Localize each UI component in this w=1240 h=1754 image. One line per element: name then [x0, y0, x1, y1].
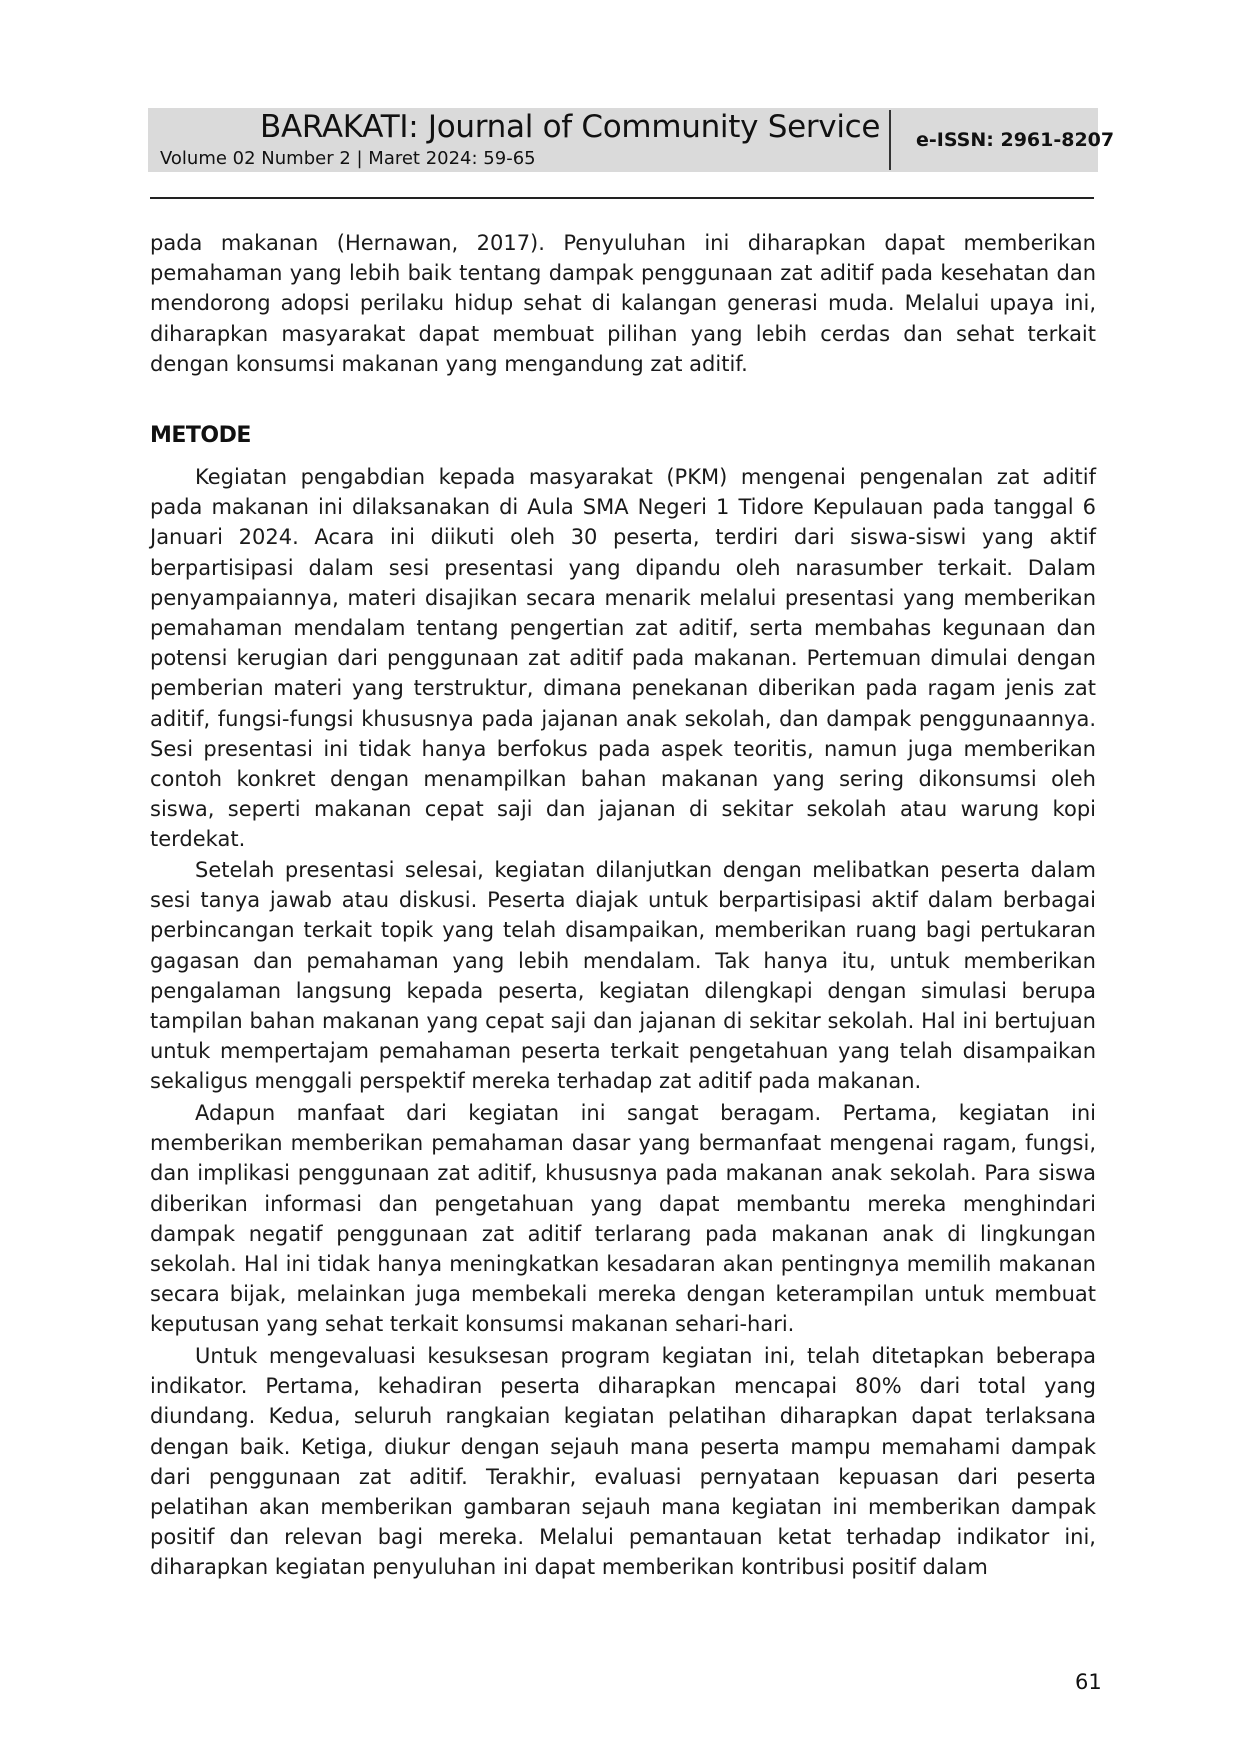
issn-label: e-ISSN: 2961-8207: [916, 129, 1115, 151]
paragraph-1: Kegiatan pengabdian kepada masyarakat (PKM) mengenai pengenalan zat aditif pada makanan ini dilaksanakan di Aula SMA Negeri 1 Tidore Kepulauan pada tanggal 6 Januari 2024. Acara ini diikuti oleh 30 peserta, terdiri dari siswa-siswi yang aktif berpartisipasi dalam sesi presentasi yang dipandu oleh narasumber terkait. Dalam penyampaiannya, materi disajikan secara menarik melalui presentasi yang memberikan pemahaman mendalam tentang pengertian zat aditif, serta membahas kegunaan dan potensi kerugian dari penggunaan zat aditif pada makanan. Pertemuan dimulai dengan pemberian materi yang terstruktur, dimana penekanan diberikan pada ragam jenis zat aditif, fungsi-fungsi khususnya pada jajanan anak sekolah, dan dampak penggunaannya. Sesi presentasi ini tidak hanya berfokus pada aspek teoritis, namun juga memberikan contoh konkret dengan menampilkan bahan makanan yang sering dikonsumsi oleh siswa, seperti makanan cepat saji dan jajanan di sekitar sekolah atau warung kopi terdekat.: [150, 465, 1096, 852]
paragraph-4: Untuk mengevaluasi kesuksesan program kegiatan ini, telah ditetapkan beberapa indikator. Pertama, kehadiran peserta diharapkan mencapai 80% dari total yang diundang. Kedua, seluruh rangkaian kegiatan pelatihan diharapkan dapat terlaksana dengan baik. Ketiga, diukur dengan sejauh mana peserta mampu memahami dampak dari penggunaan zat aditif. Terakhir, evaluasi pernyataan kepuasan dari peserta pelatihan akan memberikan gambaran sejauh mana kegiatan ini memberikan dampak positif dan relevan bagi mereka. Melalui pemantauan ketat terhadap indikator ini, diharapkan kegiatan penyuluhan ini dapat memberikan kontribusi positif dalam: [150, 1344, 1096, 1580]
paragraph-2: Setelah presentasi selesai, kegiatan dilanjutkan dengan melibatkan peserta dalam sesi tanya jawab atau diskusi. Peserta diajak untuk berpartisipasi aktif dalam berbagai perbincangan terkait topik yang telah disampaikan, memberikan ruang bagi pertukaran gagasan dan pemahaman yang lebih mendalam. Tak hanya itu, untuk memberikan pengalaman langsung kepada peserta, kegiatan dilengkapi dengan simulasi berupa tampilan bahan makanan yang cepat saji dan jajanan di sekitar sekolah. Hal ini bertujuan untuk mempertajam pemahaman peserta terkait pengetahuan yang telah disampaikan sekaligus menggali perspektif mereka terhadap zat aditif pada makanan.: [150, 858, 1096, 1094]
section-heading: METODE: [150, 423, 251, 448]
header-divider: [889, 110, 891, 170]
journal-title: BARAKATI: Journal of Community Service: [260, 109, 881, 145]
paragraph-3: Adapun manfaat dari kegiatan ini sangat beragam. Pertama, kegiatan ini memberikan memberikan pemahaman dasar yang bermanfaat mengenai ragam, fungsi, dan implikasi penggunaan zat aditif, khususnya pada makanan anak sekolah. Para siswa diberikan informasi dan pengetahuan yang dapat membantu mereka menghindari dampak negatif penggunaan zat aditif terlarang pada makanan anak di lingkungan sekolah. Hal ini tidak hanya meningkatkan kesadaran akan pentingnya memilih makanan secara bijak, melainkan juga membekali mereka dengan keterampilan untuk membuat keputusan yang sehat terkait konsumsi makanan sehari-hari.: [150, 1101, 1096, 1337]
page-number: 61: [1075, 1670, 1102, 1694]
intro-paragraph: pada makanan (Hernawan, 2017). Penyuluhan ini diharapkan dapat memberikan pemahaman yang lebih baik tentang dampak penggunaan zat aditif pada kesehatan dan mendorong adopsi perilaku hidup sehat di kalangan generasi muda. Melalui upaya ini, diharapkan masyarakat dapat membuat pilihan yang lebih cerdas dan sehat terkait dengan konsumsi makanan yang mengandung zat aditif.: [150, 231, 1096, 376]
header-rule: [150, 197, 1094, 199]
volume-info: Volume 02 Number 2 | Maret 2024: 59-65: [160, 148, 536, 169]
